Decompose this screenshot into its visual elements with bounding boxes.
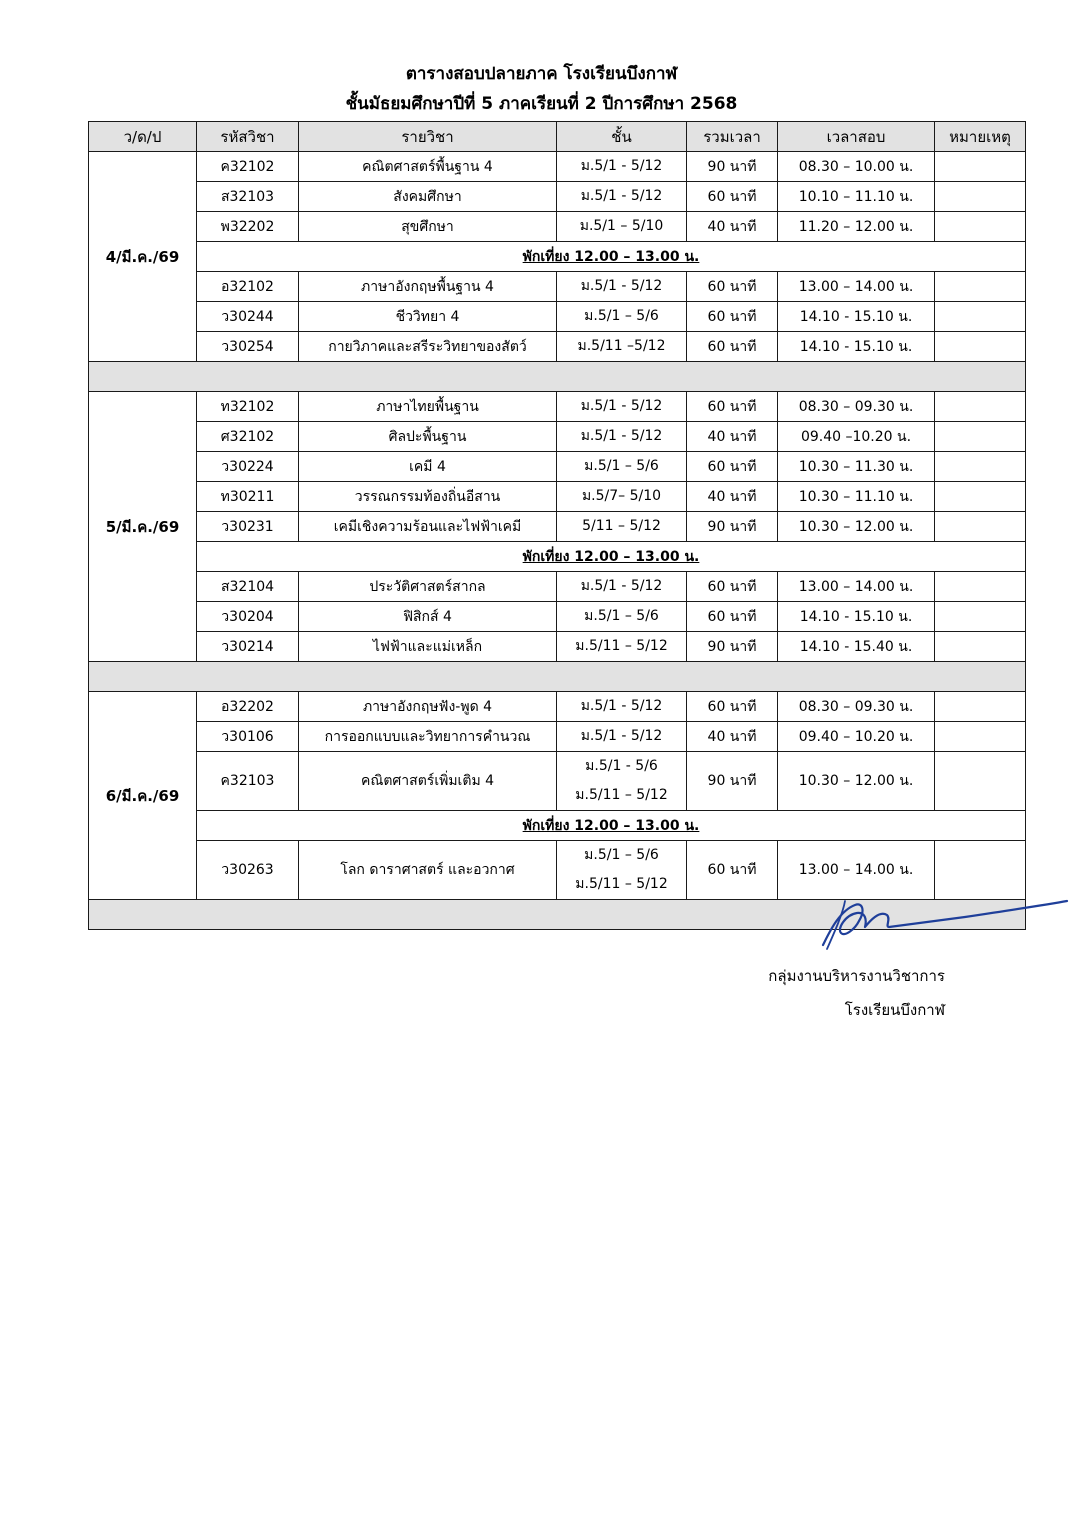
page-subtitle: ชั้นมัธยมศึกษาปีที่ 5 ภาคเรียนที่ 2 ปีการศึกษา 2568 [345, 94, 738, 114]
remark [935, 332, 1026, 362]
class-range [557, 482, 687, 512]
subject-name: การออกแบบและวิทยาการคำนวณ [299, 722, 557, 752]
exam-time: 08.30 – 09.30 น. [778, 392, 935, 422]
class-range-line: ม.5/1 - 5/12 [580, 398, 663, 414]
class-range [557, 632, 687, 662]
day-separator-row [89, 362, 1026, 392]
class-range [557, 512, 687, 542]
class-range [557, 302, 687, 332]
lunch-row [89, 542, 1026, 572]
class-range [557, 182, 687, 212]
table-row [89, 392, 1026, 422]
subject-name: ประวัติศาสตร์สากล [299, 572, 557, 602]
class-range-line: ม.5/11 –5/12 [577, 338, 666, 354]
remark [935, 452, 1026, 482]
class-range [557, 452, 687, 482]
duration: 60 นาที [687, 272, 778, 302]
class-range-line: ม.5/1 – 5/6 [584, 608, 659, 624]
exam-time: 14.10 - 15.10 น. [778, 602, 935, 632]
duration: 60 นาที [687, 572, 778, 602]
remark [935, 841, 1026, 900]
subject-code: ว30244 [197, 302, 299, 332]
duration: 60 นาที [687, 392, 778, 422]
subject-code: ว30263 [197, 841, 299, 900]
subject-code: พ32202 [197, 212, 299, 242]
class-range [557, 392, 687, 422]
class-range [557, 272, 687, 302]
subject-name: ภาษาอังกฤษฟัง-พูด 4 [299, 692, 557, 722]
col-duration: รวมเวลา [687, 122, 778, 152]
table-row [89, 452, 1026, 482]
duration: 60 นาที [687, 841, 778, 900]
class-range-line: ม.5/1 - 5/6 [585, 758, 658, 774]
subject-code: ว30106 [197, 722, 299, 752]
subject-code: ค32102 [197, 152, 299, 182]
class-range-line: ม.5/11 – 5/12 [575, 787, 668, 803]
class-range-line: ม.5/1 – 5/6 [584, 847, 659, 863]
class-range [557, 841, 687, 900]
lunch-break: พักเที่ยง 12.00 – 13.00 น. [197, 811, 1026, 841]
table-row [89, 422, 1026, 452]
subject-code: ว30224 [197, 452, 299, 482]
lunch-break: พักเที่ยง 12.00 – 13.00 น. [197, 242, 1026, 272]
duration: 60 นาที [687, 452, 778, 482]
duration: 60 นาที [687, 692, 778, 722]
remark [935, 302, 1026, 332]
col-time: เวลาสอบ [778, 122, 935, 152]
class-range-line: ม.5/1 – 5/6 [584, 308, 659, 324]
class-range [557, 752, 687, 811]
day-separator [89, 662, 1026, 692]
remark [935, 482, 1026, 512]
lunch-break: พักเที่ยง 12.00 – 13.00 น. [197, 542, 1026, 572]
class-range-line: ม.5/1 - 5/12 [580, 698, 663, 714]
class-range-line: ม.5/1 - 5/12 [580, 278, 663, 294]
exam-time: 09.40 –10.20 น. [778, 422, 935, 452]
remark [935, 272, 1026, 302]
class-range-line: 5/11 – 5/12 [582, 518, 661, 534]
remark [935, 182, 1026, 212]
remark [935, 722, 1026, 752]
class-range-line: ม.5/1 - 5/12 [580, 188, 663, 204]
class-range-line: ม.5/11 – 5/12 [575, 876, 668, 892]
exam-date: 4/มี.ค./69 [89, 152, 197, 362]
exam-time: 08.30 – 10.00 น. [778, 152, 935, 182]
subject-code: ว30231 [197, 512, 299, 542]
duration: 60 นาที [687, 332, 778, 362]
subject-name: คณิตศาสตร์เพิ่มเติม 4 [299, 752, 557, 811]
col-subject: รายวิชา [299, 122, 557, 152]
remark [935, 152, 1026, 182]
exam-time: 14.10 - 15.10 น. [778, 332, 935, 362]
col-remark: หมายเหตุ [935, 122, 1026, 152]
footer-department: กลุ่มงานบริหารงานวิชาการ [768, 967, 945, 985]
class-range-line: ม.5/7– 5/10 [581, 488, 662, 504]
subject-name: โลก ดาราศาสตร์ และอวกาศ [299, 841, 557, 900]
subject-code: อ32202 [197, 692, 299, 722]
subject-code: ส32104 [197, 572, 299, 602]
subject-name: ศิลปะพื้นฐาน [299, 422, 557, 452]
exam-time: 10.30 – 11.30 น. [778, 452, 935, 482]
subject-name: ภาษาอังกฤษพื้นฐาน 4 [299, 272, 557, 302]
subject-name: ชีววิทยา 4 [299, 302, 557, 332]
col-date: ว/ด/ป [89, 122, 197, 152]
class-range-line: ม.5/11 – 5/12 [575, 638, 668, 654]
col-code: รหัสวิชา [197, 122, 299, 152]
duration: 40 นาที [687, 212, 778, 242]
exam-time: 09.40 – 10.20 น. [778, 722, 935, 752]
subject-name: สุขศึกษา [299, 212, 557, 242]
day-separator-row [89, 662, 1026, 692]
exam-time: 10.30 – 12.00 น. [778, 512, 935, 542]
class-range-line: ม.5/1 - 5/12 [580, 158, 663, 174]
signature-icon [815, 893, 1070, 953]
duration: 60 นาที [687, 302, 778, 332]
subject-name: ฟิสิกส์ 4 [299, 602, 557, 632]
exam-time: 10.30 – 11.10 น. [778, 482, 935, 512]
table-row [89, 632, 1026, 662]
subject-code: ค32103 [197, 752, 299, 811]
exam-time: 13.00 – 14.00 น. [778, 272, 935, 302]
subject-code: ศ32102 [197, 422, 299, 452]
class-range [557, 572, 687, 602]
table-row [89, 302, 1026, 332]
table-row [89, 572, 1026, 602]
exam-time: 11.20 – 12.00 น. [778, 212, 935, 242]
table-row [89, 602, 1026, 632]
class-range [557, 602, 687, 632]
lunch-row [89, 811, 1026, 841]
exam-time: 14.10 - 15.10 น. [778, 302, 935, 332]
remark [935, 602, 1026, 632]
exam-time: 10.30 – 12.00 น. [778, 752, 935, 811]
class-range [557, 422, 687, 452]
duration: 90 นาที [687, 632, 778, 662]
class-range-line: ม.5/1 - 5/12 [580, 428, 663, 444]
class-range [557, 692, 687, 722]
duration: 40 นาที [687, 722, 778, 752]
exam-date: 6/มี.ค./69 [89, 692, 197, 900]
table-row [89, 212, 1026, 242]
exam-time: 13.00 – 14.00 น. [778, 841, 935, 900]
subject-name: สังคมศึกษา [299, 182, 557, 212]
exam-time: 08.30 – 09.30 น. [778, 692, 935, 722]
table-row [89, 182, 1026, 212]
duration: 90 นาที [687, 512, 778, 542]
subject-code: อ32102 [197, 272, 299, 302]
subject-name: ไฟฟ้าและแม่เหล็ก [299, 632, 557, 662]
subject-code: ว30254 [197, 332, 299, 362]
subject-name: เคมี 4 [299, 452, 557, 482]
remark [935, 422, 1026, 452]
class-range [557, 152, 687, 182]
lunch-row [89, 242, 1026, 272]
subject-code: ท30211 [197, 482, 299, 512]
table-header-row [89, 122, 1026, 152]
class-range-line: ม.5/1 - 5/12 [580, 728, 663, 744]
subject-name: วรรณกรรมท้องถิ่นอีสาน [299, 482, 557, 512]
subject-code: ท32102 [197, 392, 299, 422]
subject-code: ส32103 [197, 182, 299, 212]
subject-code: ว30214 [197, 632, 299, 662]
exam-time: 10.10 – 11.10 น. [778, 182, 935, 212]
duration: 40 นาที [687, 482, 778, 512]
duration: 60 นาที [687, 602, 778, 632]
exam-time: 14.10 - 15.40 น. [778, 632, 935, 662]
duration: 90 นาที [687, 152, 778, 182]
table-row [89, 752, 1026, 811]
table-row [89, 332, 1026, 362]
day-separator [89, 362, 1026, 392]
footer-school: โรงเรียนบึงกาฬ [844, 1001, 945, 1019]
table-row [89, 841, 1026, 900]
col-class: ชั้น [557, 122, 687, 152]
subject-name: คณิตศาสตร์พื้นฐาน 4 [299, 152, 557, 182]
subject-name: กายวิภาคและสรีระวิทยาของสัตว์ [299, 332, 557, 362]
exam-schedule-table [88, 121, 1026, 930]
subject-code: ว30204 [197, 602, 299, 632]
class-range-line: ม.5/1 – 5/10 [579, 218, 664, 234]
remark [935, 572, 1026, 602]
table-body [89, 152, 1026, 930]
remark [935, 752, 1026, 811]
class-range [557, 212, 687, 242]
table-row [89, 512, 1026, 542]
exam-date: 5/มี.ค./69 [89, 392, 197, 662]
class-range [557, 332, 687, 362]
table-row [89, 272, 1026, 302]
table-row [89, 152, 1026, 182]
subject-name: ภาษาไทยพื้นฐาน [299, 392, 557, 422]
class-range-line: ม.5/1 – 5/6 [584, 458, 659, 474]
remark [935, 692, 1026, 722]
duration: 60 นาที [687, 182, 778, 212]
subject-name: เคมีเชิงความร้อนและไฟฟ้าเคมี [299, 512, 557, 542]
table-row [89, 692, 1026, 722]
class-range-line: ม.5/1 - 5/12 [580, 578, 663, 594]
remark [935, 512, 1026, 542]
remark [935, 632, 1026, 662]
class-range [557, 722, 687, 752]
duration: 90 นาที [687, 752, 778, 811]
page-title: ตารางสอบปลายภาค โรงเรียนบึงกาฬ [405, 64, 678, 84]
remark [935, 212, 1026, 242]
table-row [89, 482, 1026, 512]
remark [935, 392, 1026, 422]
table-row [89, 722, 1026, 752]
exam-time: 13.00 – 14.00 น. [778, 572, 935, 602]
duration: 40 นาที [687, 422, 778, 452]
